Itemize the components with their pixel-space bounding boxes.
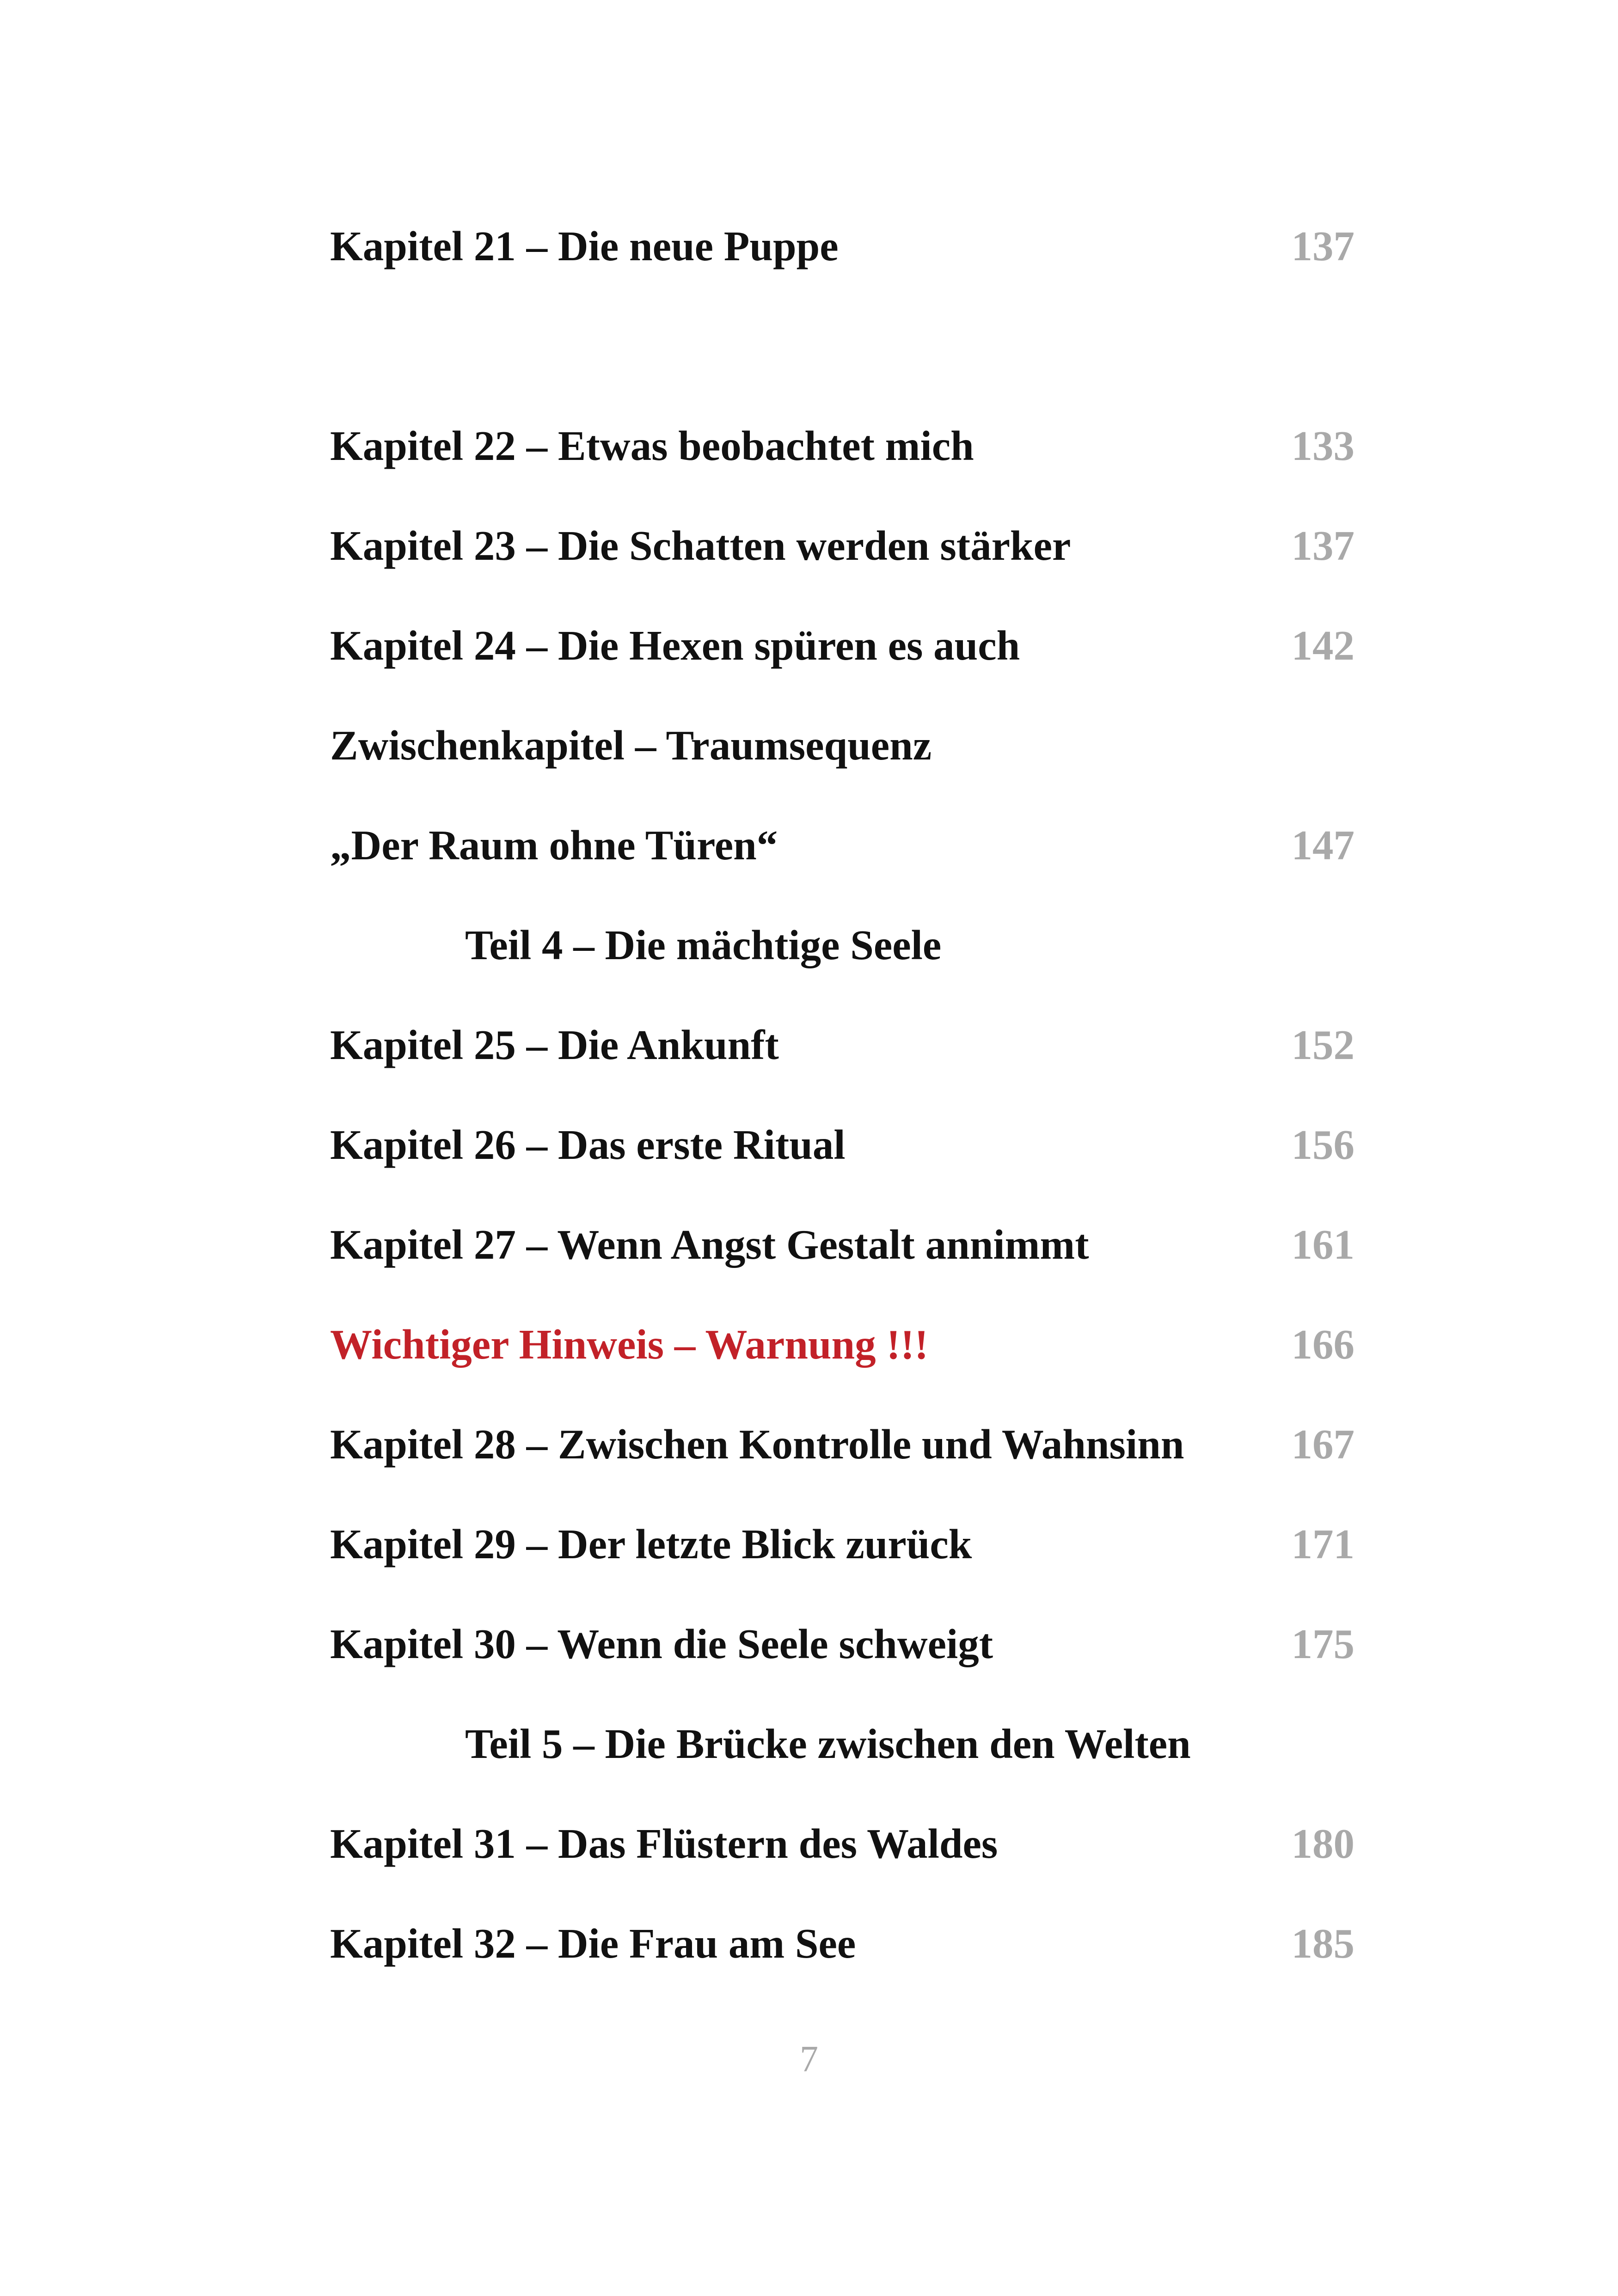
toc-entry-title: Kapitel 25 – Die Ankunft xyxy=(330,1022,779,1068)
toc-entry-chapter-25 xyxy=(330,1015,1354,1075)
toc-entry-title: Wichtiger Hinweis – Warnung !!! xyxy=(330,1321,929,1368)
toc-interlude-heading xyxy=(330,716,1354,776)
toc-entry-page-number: 152 xyxy=(1291,1022,1354,1068)
toc-entry-chapter-30 xyxy=(330,1614,1354,1674)
toc-entry-title: Zwischenkapitel – Traumsequenz xyxy=(330,722,932,769)
toc-entry-title: Kapitel 31 – Das Flüstern des Waldes xyxy=(330,1820,998,1867)
toc-entry-title: Kapitel 27 – Wenn Angst Gestalt annimmt xyxy=(330,1221,1089,1268)
toc-entry-interlude xyxy=(330,815,1354,876)
toc-entry-page-number: 156 xyxy=(1291,1121,1354,1168)
toc-entry-title: Kapitel 22 – Etwas beobachtet mich xyxy=(330,422,974,469)
toc-entry-chapter-32 xyxy=(330,1914,1354,1974)
toc-entry-page-number: 133 xyxy=(1291,422,1354,469)
toc-entry-chapter-26 xyxy=(330,1115,1354,1175)
toc-entry-chapter-22 xyxy=(330,416,1354,476)
toc-entry-page-number: 147 xyxy=(1291,822,1354,869)
toc-entry-title: Kapitel 29 – Der letzte Blick zurück xyxy=(330,1521,972,1567)
toc-entry-chapter-23 xyxy=(330,516,1354,576)
toc-entry-title: Kapitel 26 – Das erste Ritual xyxy=(330,1121,846,1168)
toc-entry-chapter-28 xyxy=(330,1414,1354,1475)
toc-entry-chapter-21 xyxy=(330,216,1354,276)
toc-entry-title: „Der Raum ohne Türen“ xyxy=(330,822,778,869)
toc-entry-chapter-27 xyxy=(330,1215,1354,1275)
toc-entry-page-number: 166 xyxy=(1291,1321,1354,1368)
toc-entry-title: Kapitel 21 – Die neue Puppe xyxy=(330,223,839,269)
toc-entry-page-number: 167 xyxy=(1291,1421,1354,1468)
toc-entry-page-number: 185 xyxy=(1291,1920,1354,1967)
toc-entry-title: Kapitel 28 – Zwischen Kontrolle und Wahnsinn xyxy=(330,1421,1184,1468)
part-heading-5: Teil 5 – Die Brücke zwischen den Welten xyxy=(465,1720,1191,1767)
toc-entry-chapter-24 xyxy=(330,616,1354,676)
toc-entry-warning xyxy=(330,1315,1354,1375)
toc-entry-title: Kapitel 32 – Die Frau am See xyxy=(330,1920,856,1967)
toc-entry-page-number: 180 xyxy=(1291,1820,1354,1867)
toc-entry-title: Kapitel 23 – Die Schatten werden stärker xyxy=(330,522,1071,569)
toc-entry-page-number: 137 xyxy=(1291,223,1354,269)
toc-entry-title: Kapitel 30 – Wenn die Seele schweigt xyxy=(330,1621,993,1667)
toc-entry-page-number: 142 xyxy=(1291,622,1354,669)
toc-entry-page-number: 171 xyxy=(1291,1521,1354,1567)
footer-page-number: 7 xyxy=(800,2039,818,2080)
toc-entry-page-number: 161 xyxy=(1291,1221,1354,1268)
toc-entry-chapter-29 xyxy=(330,1514,1354,1574)
part-heading-4: Teil 4 – Die mächtige Seele xyxy=(465,922,942,968)
toc-entry-page-number: 175 xyxy=(1291,1621,1354,1667)
toc-entry-chapter-31 xyxy=(330,1814,1354,1874)
toc-entry-page-number: 137 xyxy=(1291,522,1354,569)
toc-entry-title: Kapitel 24 – Die Hexen spüren es auch xyxy=(330,622,1020,669)
